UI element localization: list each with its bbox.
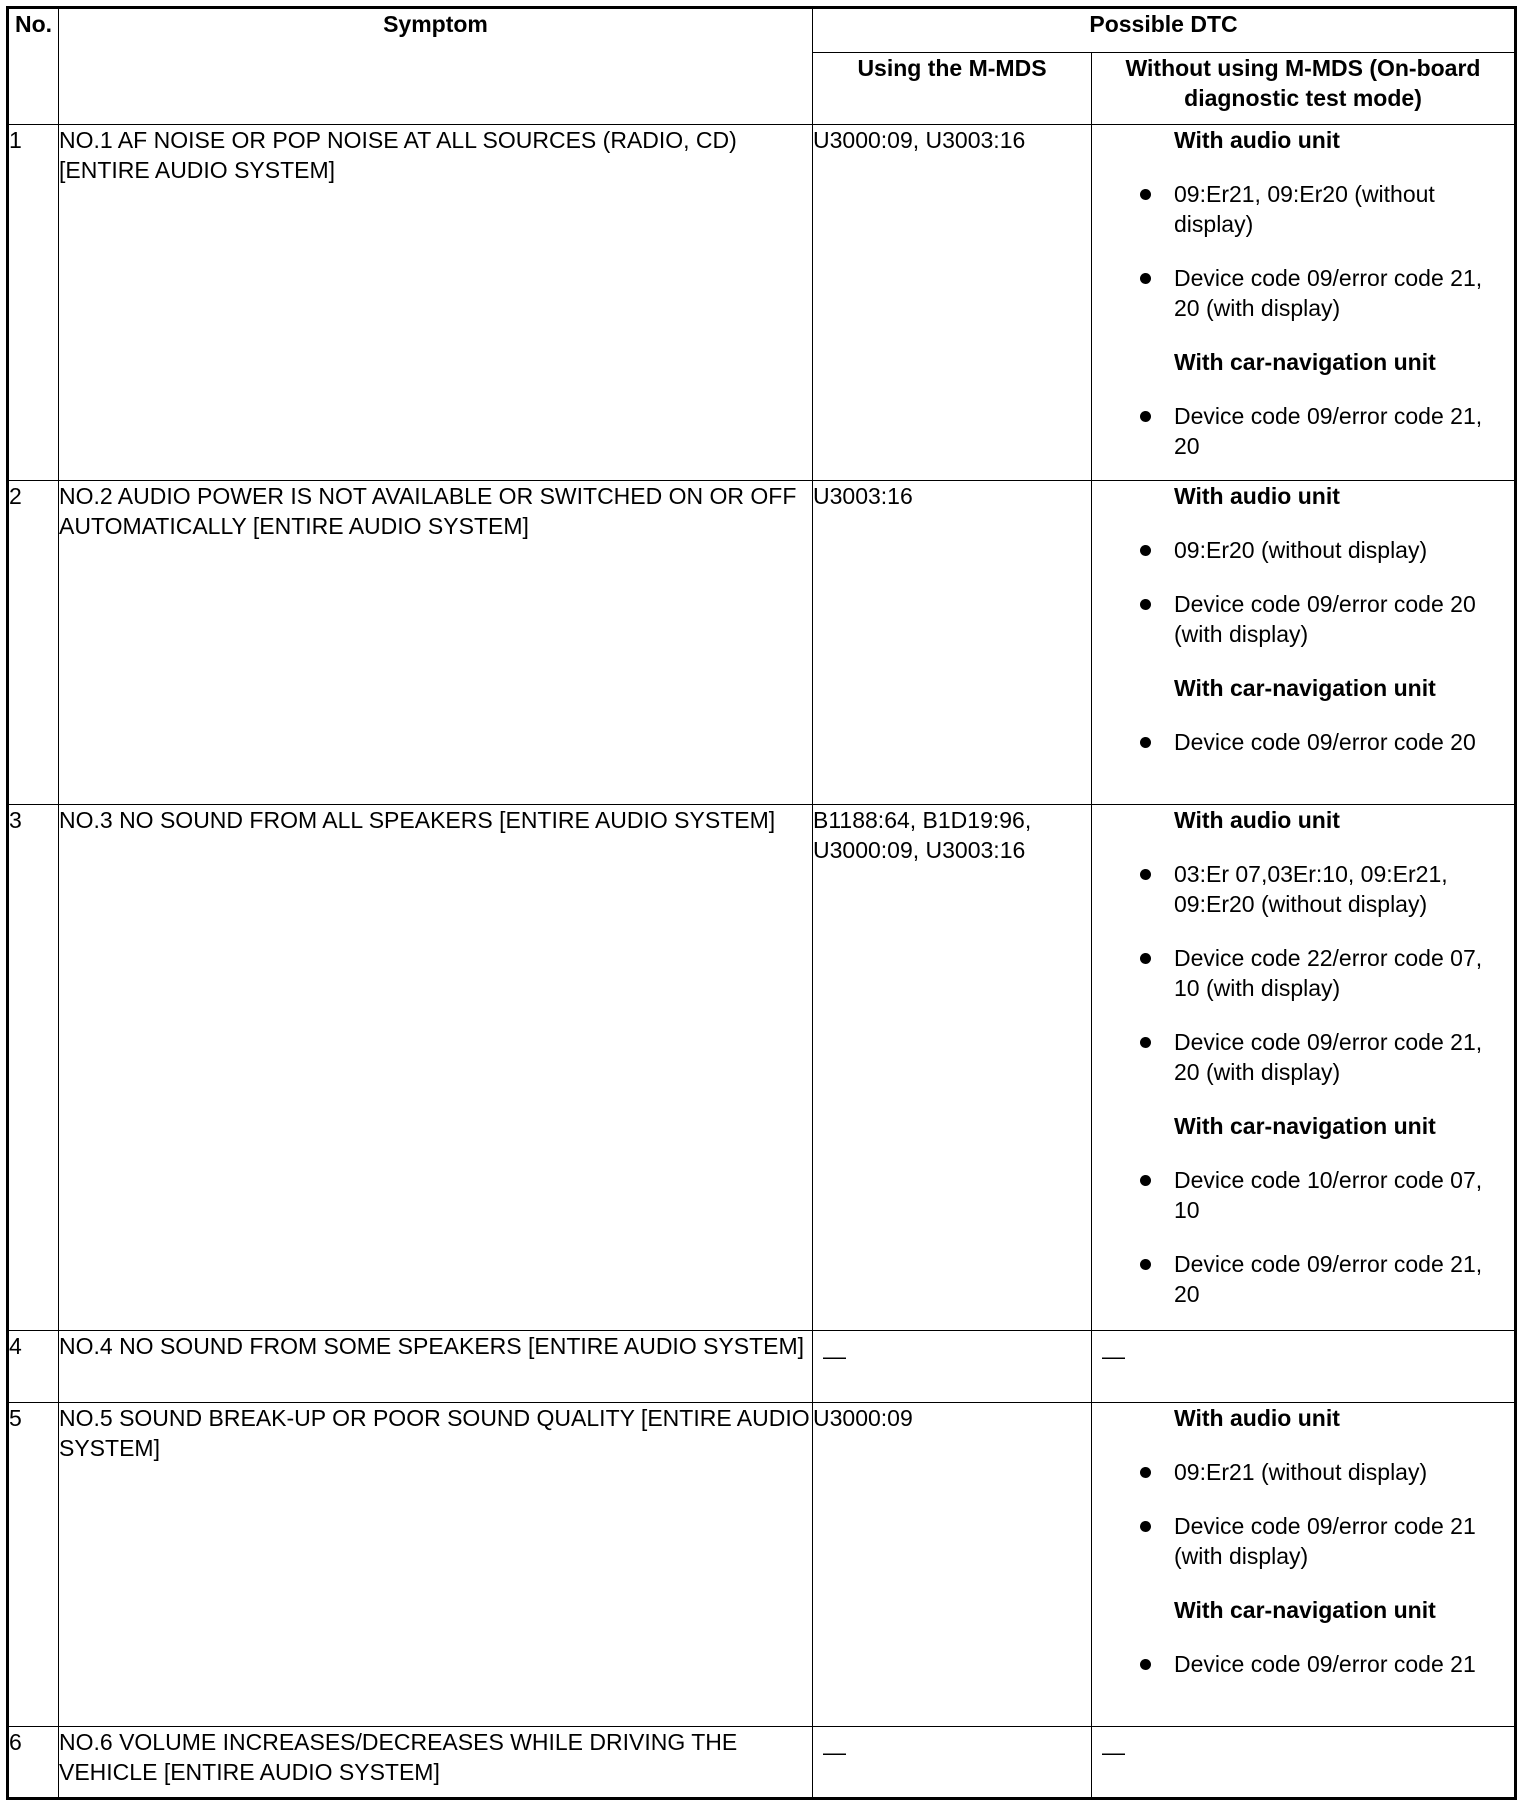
dtc-bullet-item	[1092, 1457, 1514, 1487]
unit-group-title: With car-navigation unit	[1174, 1597, 1436, 1623]
bullet-icon	[1140, 1467, 1151, 1478]
table-row	[8, 1403, 1516, 1727]
dtc-item-text: Device code 09/error code 21, 20	[1174, 403, 1483, 459]
symptom-cell: NO.5 SOUND BREAK-UP OR POOR SOUND QUALITY [ENTIRE AUDIO SYSTEM]	[59, 1403, 813, 1727]
dtc-item-text: Device code 09/error code 20	[1174, 729, 1476, 755]
symptom-cell: NO.6 VOLUME INCREASES/DECREASES WHILE DRIVING THE VEHICLE [ENTIRE AUDIO SYSTEM]	[59, 1727, 813, 1799]
unit-group-title: With audio unit	[1174, 807, 1340, 833]
table-body	[8, 125, 1516, 1799]
bullet-icon	[1140, 1175, 1151, 1186]
unit-group-title: With audio unit	[1174, 483, 1340, 509]
dtc-bullet-item	[1092, 1249, 1514, 1309]
unit-group-title: With car-navigation unit	[1174, 349, 1436, 375]
dtc-bullet-item	[1092, 589, 1514, 649]
dtc-bullet-item	[1092, 943, 1514, 1003]
bullet-icon	[1140, 869, 1151, 880]
bullet-icon	[1140, 953, 1151, 964]
header-using-mmds: Using the M-MDS	[813, 53, 1092, 125]
dtc-bullet-item	[1092, 1165, 1514, 1225]
dtc-item-text: Device code 09/error code 21	[1174, 1651, 1476, 1677]
row-number: 3	[8, 805, 59, 1331]
dtc-item-text: Device code 22/error code 07, 10 (with display)	[1174, 945, 1483, 1001]
onboard-dtc-cell	[1092, 1403, 1516, 1727]
symptom-cell: NO.1 AF NOISE OR POP NOISE AT ALL SOURCES (RADIO, CD) [ENTIRE AUDIO SYSTEM]	[59, 125, 813, 481]
dtc-bullet-item	[1092, 179, 1514, 239]
header-symptom: Symptom	[59, 8, 813, 125]
mmds-dtc-cell: B1188:64, B1D19:96, U3000:09, U3003:16	[813, 805, 1092, 1331]
table-row	[8, 805, 1516, 1331]
bullet-icon	[1140, 599, 1151, 610]
mmds-dtc-cell: —	[813, 1727, 1092, 1799]
row-number: 4	[8, 1331, 59, 1403]
row-number: 1	[8, 125, 59, 481]
table-row	[8, 125, 1516, 481]
bullet-icon	[1140, 273, 1151, 284]
dtc-item-text: Device code 09/error code 21 (with display)	[1174, 1513, 1476, 1569]
dtc-item-text: Device code 09/error code 21, 20	[1174, 1251, 1483, 1307]
onboard-dtc-cell: —	[1092, 1727, 1516, 1799]
onboard-dtc-cell	[1092, 125, 1516, 481]
dtc-bullet-item	[1092, 535, 1514, 565]
dtc-bullet-item	[1092, 1649, 1514, 1679]
dtc-bullet-item	[1092, 727, 1514, 757]
unit-group-title: With audio unit	[1174, 1405, 1340, 1431]
dtc-bullet-item	[1092, 1027, 1514, 1087]
dtc-item-text: 03:Er 07,03Er:10, 09:Er21, 09:Er20 (without display)	[1174, 861, 1448, 917]
bullet-icon	[1140, 1521, 1151, 1532]
row-number: 5	[8, 1403, 59, 1727]
dtc-item-text: 09:Er21 (without display)	[1174, 1459, 1428, 1485]
bullet-icon	[1140, 737, 1151, 748]
dtc-bullet-item	[1092, 401, 1514, 461]
symptom-cell: NO.2 AUDIO POWER IS NOT AVAILABLE OR SWITCHED ON OR OFF AUTOMATICALLY [ENTIRE AUDIO SYSTEM]	[59, 481, 813, 805]
mmds-dtc-cell: U3000:09	[813, 1403, 1092, 1727]
dtc-bullet-item	[1092, 859, 1514, 919]
dtc-item-text: 09:Er21, 09:Er20 (without display)	[1174, 181, 1435, 237]
table-row	[8, 1331, 1516, 1403]
header-no: No.	[8, 8, 59, 125]
bullet-icon	[1140, 189, 1151, 200]
header-without-mmds: Without using M-MDS (On-board diagnostic test mode)	[1092, 53, 1516, 125]
symptom-cell: NO.4 NO SOUND FROM SOME SPEAKERS [ENTIRE AUDIO SYSTEM]	[59, 1331, 813, 1403]
mmds-dtc-cell: —	[813, 1331, 1092, 1403]
bullet-icon	[1140, 411, 1151, 422]
unit-group-title: With car-navigation unit	[1174, 675, 1436, 701]
table-row	[8, 481, 1516, 805]
dtc-item-text: Device code 10/error code 07, 10	[1174, 1167, 1483, 1223]
bullet-icon	[1140, 1259, 1151, 1270]
header-possible-dtc: Possible DTC	[813, 8, 1516, 53]
dtc-bullet-item	[1092, 263, 1514, 323]
mmds-dtc-cell: U3003:16	[813, 481, 1092, 805]
row-number: 2	[8, 481, 59, 805]
dtc-item-text: 09:Er20 (without display)	[1174, 537, 1428, 563]
symptom-cell: NO.3 NO SOUND FROM ALL SPEAKERS [ENTIRE AUDIO SYSTEM]	[59, 805, 813, 1331]
onboard-dtc-cell	[1092, 805, 1516, 1331]
bullet-icon	[1140, 1037, 1151, 1048]
unit-group-title: With car-navigation unit	[1174, 1113, 1436, 1139]
dtc-item-text: Device code 09/error code 21, 20 (with display)	[1174, 1029, 1483, 1085]
bullet-icon	[1140, 1659, 1151, 1670]
onboard-dtc-cell: —	[1092, 1331, 1516, 1403]
row-number: 6	[8, 1727, 59, 1799]
unit-group-title: With audio unit	[1174, 127, 1340, 153]
onboard-dtc-cell	[1092, 481, 1516, 805]
dtc-item-text: Device code 09/error code 20 (with display)	[1174, 591, 1476, 647]
bullet-icon	[1140, 545, 1151, 556]
mmds-dtc-cell: U3000:09, U3003:16	[813, 125, 1092, 481]
table-row	[8, 1727, 1516, 1799]
dtc-table	[6, 6, 1517, 1800]
dtc-item-text: Device code 09/error code 21, 20 (with display)	[1174, 265, 1483, 321]
dtc-bullet-item	[1092, 1511, 1514, 1571]
